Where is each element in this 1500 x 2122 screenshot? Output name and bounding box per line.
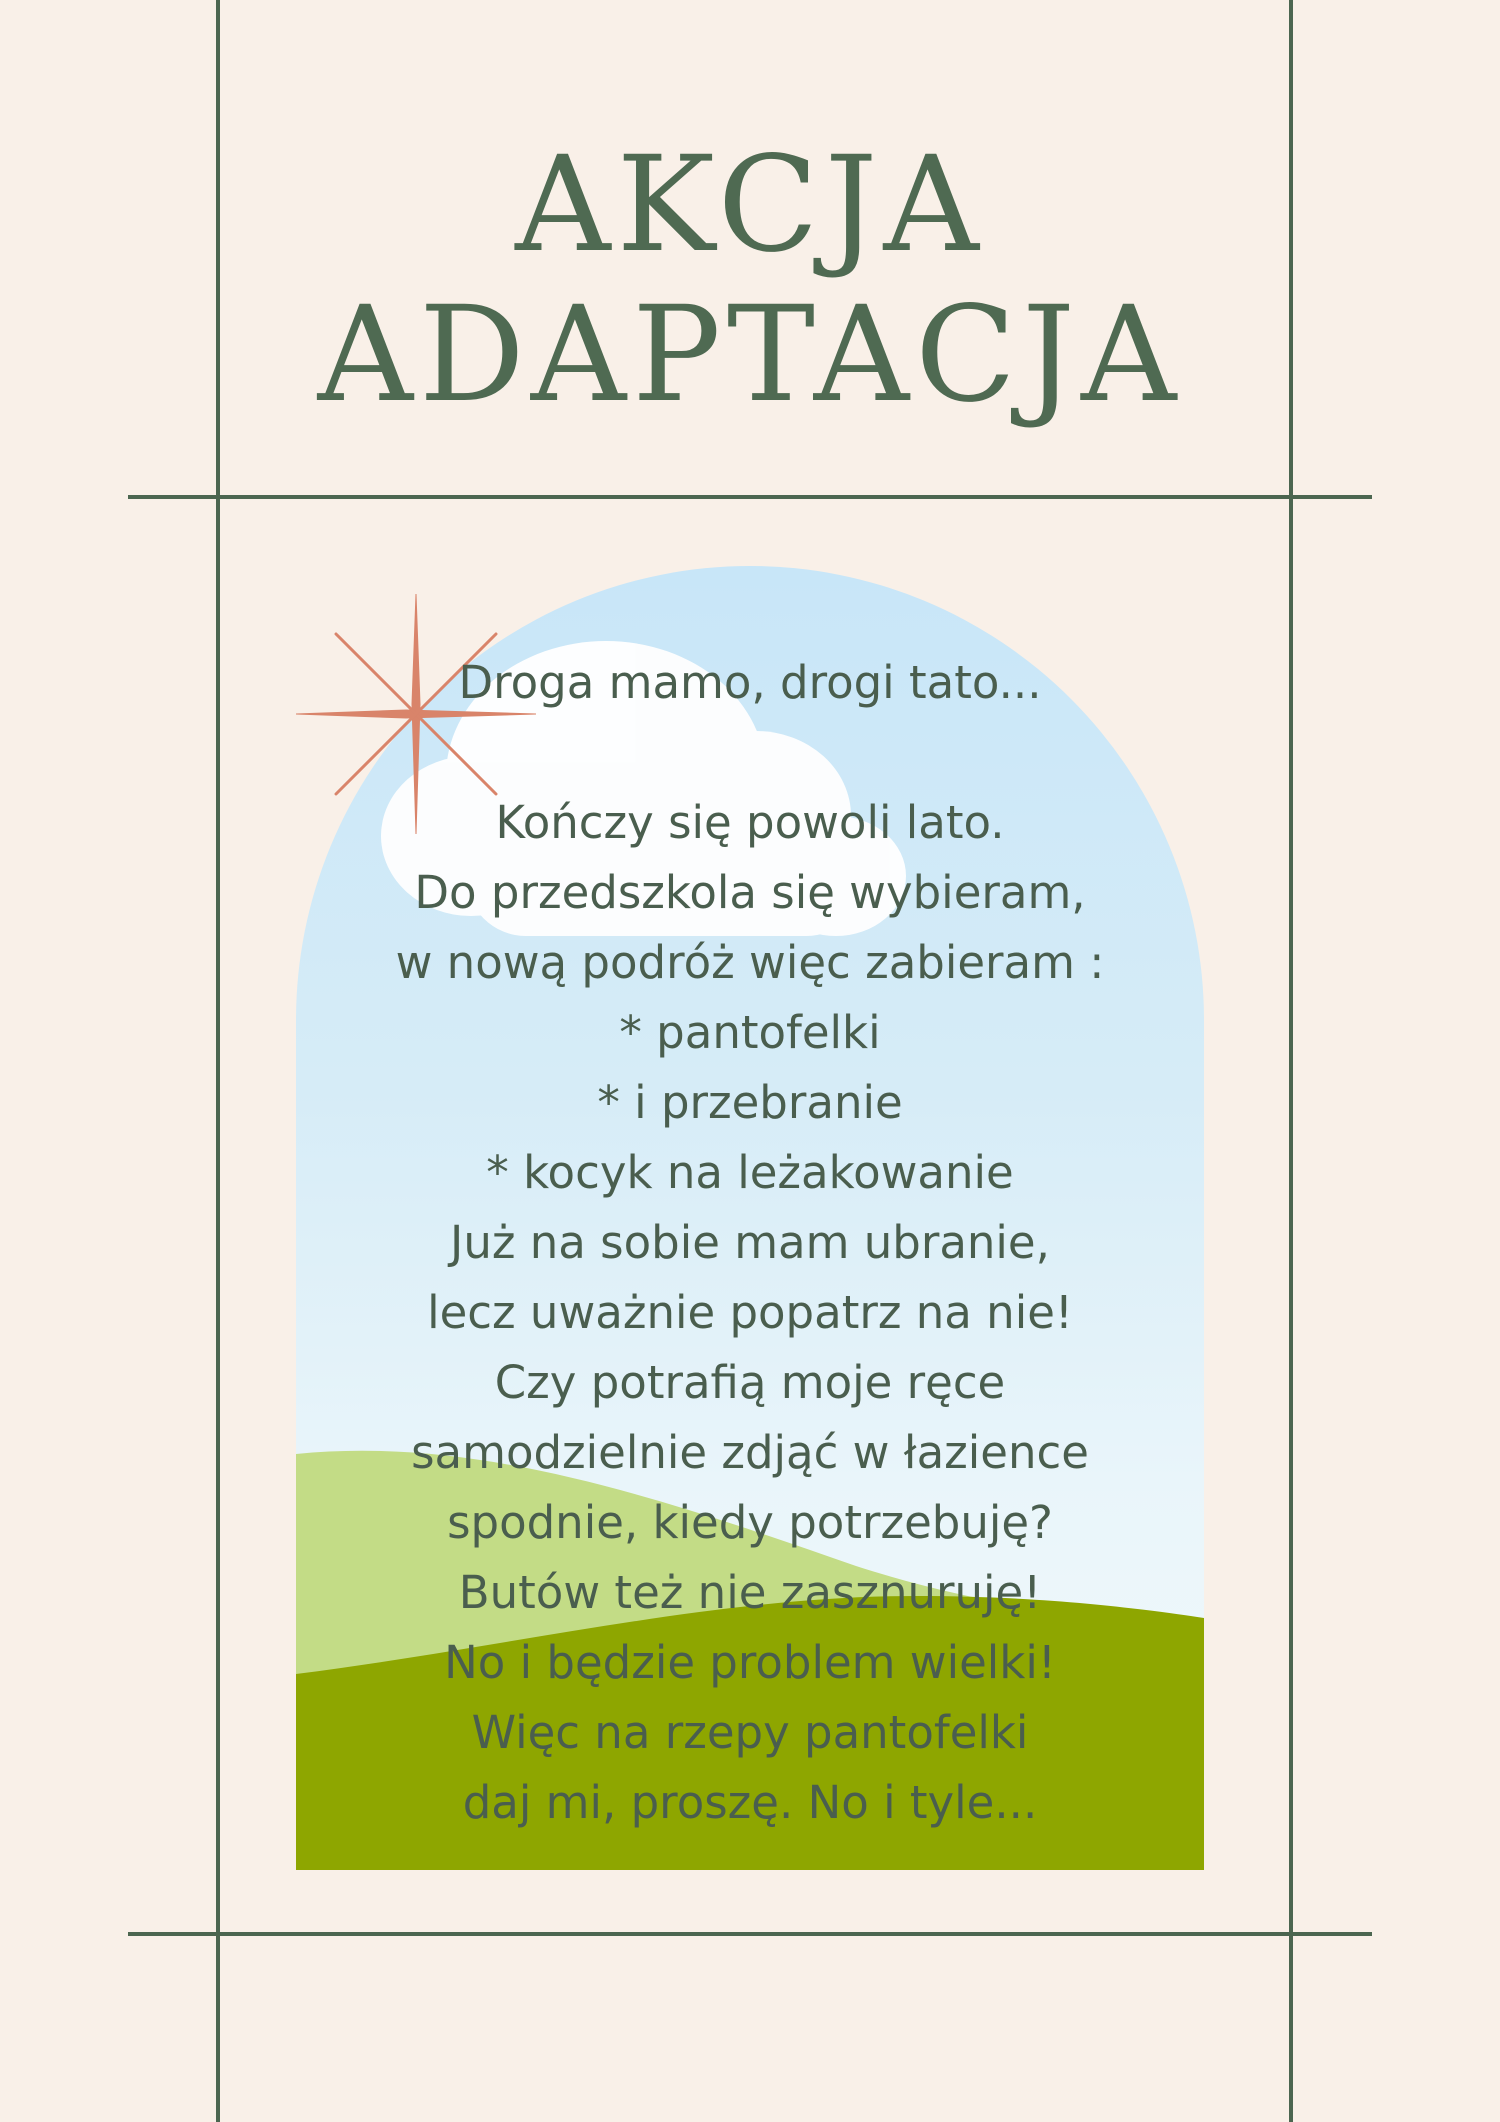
poem-line: Butów też nie zasznuruję! — [458, 1566, 1042, 1619]
page-title — [0, 130, 1500, 430]
poem-line: * i przebranie — [597, 1076, 903, 1129]
poem-line: Więc na rzepy pantofelki — [471, 1706, 1029, 1759]
poem-line: No i będzie problem wielki! — [444, 1636, 1056, 1689]
poem-line: Kończy się powoli lato. — [495, 796, 1005, 849]
poem — [296, 648, 1204, 1838]
poem-line: * pantofelki — [619, 1006, 881, 1059]
title-line-1: AKCJA — [515, 128, 985, 282]
poem-line: * kocyk na leżakowanie — [486, 1146, 1014, 1199]
poem-line: Czy potrafią moje ręce — [494, 1356, 1006, 1409]
poem-spacer — [296, 718, 1204, 788]
poem-line: w nową podróż więc zabieram : — [395, 936, 1105, 989]
poem-line: samodzielnie zdjąć w łazience — [411, 1426, 1089, 1479]
frame-line-top — [128, 495, 1372, 499]
poem-line: lecz uważnie popatrz na nie! — [427, 1286, 1073, 1339]
poem-line: Już na sobie mam ubranie, — [450, 1216, 1050, 1269]
poem-line: Do przedszkola się wybieram, — [414, 866, 1086, 919]
poem-greeting: Droga mamo, drogi tato... — [458, 656, 1042, 709]
title-line-2: ADAPTACJA — [317, 278, 1183, 432]
poem-line: spodnie, kiedy potrzebuję? — [447, 1496, 1053, 1549]
poem-line: daj mi, proszę. No i tyle... — [462, 1776, 1038, 1829]
frame-line-bottom — [128, 1932, 1372, 1936]
